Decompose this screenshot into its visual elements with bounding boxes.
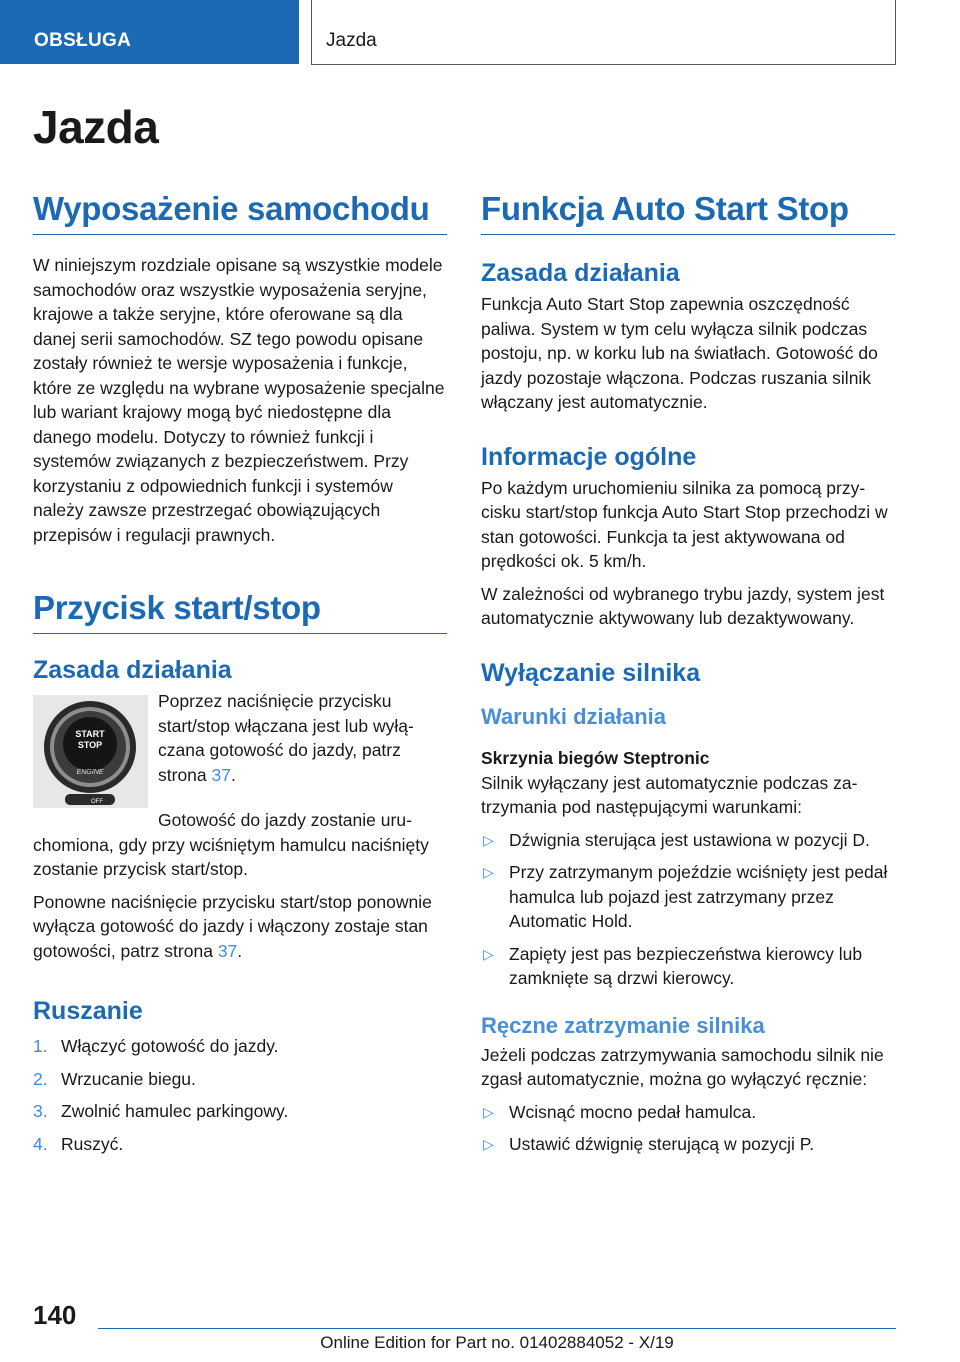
start-stop-figure-text bbox=[158, 689, 447, 808]
button-label-engine: ENGINE bbox=[76, 769, 104, 776]
step-text: Zwolnić hamulec parkingowy. bbox=[61, 1101, 289, 1121]
section-heading-auto-start-stop: Funkcja Auto Start Stop bbox=[481, 190, 895, 235]
section-heading-start-stop-button: Przycisk start/stop bbox=[33, 589, 447, 634]
auto-paragraph-4: Silnik wyłączany jest automatycznie podczas zatrzymania pod następującymi warunkami: bbox=[481, 772, 858, 817]
subheading-conditions: Warunki działania bbox=[481, 703, 667, 729]
start-stop-paragraph-1-end: . bbox=[230, 764, 236, 785]
subheading-manual-stop: Ręczne zatrzymanie silnika bbox=[481, 1012, 765, 1038]
bullet-triangle-icon: ▷ bbox=[483, 1103, 494, 1120]
manual-step-item bbox=[481, 1100, 895, 1125]
step-number: 4. bbox=[33, 1133, 48, 1154]
page-reference-link[interactable]: 37 bbox=[217, 940, 238, 961]
footer-edition: Online Edition for Part no. 01402884052 - X/19 bbox=[320, 1333, 674, 1352]
button-label-mid: STOP bbox=[77, 740, 103, 750]
start-stop-paragraph-3 bbox=[33, 890, 447, 964]
auto-paragraph-5: Jeżeli podczas zatrzymywania samochodu silnik nie zgasł automatycznie, można go wyłączyć ręcznie: bbox=[481, 1044, 884, 1089]
manual-stop-list bbox=[481, 1100, 895, 1157]
step-item bbox=[33, 1034, 447, 1059]
subheading-engine-off: Wyłączanie silnika bbox=[481, 658, 701, 687]
subheading-principle: Zasada działania bbox=[33, 656, 232, 684]
auto-paragraph-2: Po każdym uruchomieniu silnika za pomocą przycisku start/stop funkcja Auto Start Stop przechodzi w stan gotowości. Funkcja ta jest aktywowana od prędkości ok. 5 km/h. bbox=[481, 477, 888, 571]
page-reference-link[interactable]: 37 bbox=[211, 764, 231, 785]
bullet-triangle-icon: ▷ bbox=[483, 945, 494, 962]
auto-paragraph-1: Funkcja Auto Start Stop zapewnia oszczędność paliwa. System w tym celu wyłącza silnik podczas postoju, np. w korku lub na światłach. Gotowość do jazdy pozostaje włączona. Podczas ruszania silnik włączany jest automatycznie. bbox=[481, 294, 878, 412]
footer-divider bbox=[98, 1328, 896, 1329]
step-text: Wrzucanie biegu. bbox=[61, 1068, 196, 1089]
subheading-steptronic: Skrzynia biegów Steptronic bbox=[481, 747, 710, 768]
subheading-principle-auto: Zasada działania bbox=[481, 259, 680, 287]
chapter-title: Jazda bbox=[33, 101, 159, 153]
bullet-triangle-icon: ▷ bbox=[483, 1136, 494, 1152]
start-stop-paragraph-2: Gotowość do jazdy zostanie uruchomiona, gdy przy wciśniętym hamulcu naciśnięty zostanie przycisk start/stop. bbox=[33, 810, 429, 879]
section-heading-equipment: Wyposażenie samochodu bbox=[33, 190, 447, 235]
condition-item bbox=[481, 942, 895, 991]
left-column bbox=[33, 190, 447, 1164]
step-number: 1. bbox=[33, 1036, 48, 1056]
step-text: Ruszyć. bbox=[61, 1133, 124, 1154]
bullet-triangle-icon: ▷ bbox=[483, 831, 494, 848]
step-number: 2. bbox=[33, 1068, 48, 1089]
step-item bbox=[33, 1132, 447, 1157]
step-number: 3. bbox=[33, 1101, 48, 1121]
step-item bbox=[33, 1067, 447, 1092]
condition-text: Zapięty jest pas bezpieczeństwa kierowcy lub zamknięte są drzwi kierowcy. bbox=[509, 943, 863, 988]
condition-item bbox=[481, 828, 895, 853]
button-label-top: START bbox=[75, 729, 105, 739]
condition-text: Dźwignia sterująca jest ustawiona w pozycji D. bbox=[509, 829, 870, 850]
start-stop-button-icon bbox=[33, 695, 148, 808]
page-number: 140 bbox=[33, 1300, 77, 1330]
start-stop-paragraph-1-text: Poprzez naciśnięcie przycisku start/stop włączana jest lub wyłączana gotowość do jazdy, patrz strona bbox=[158, 691, 414, 785]
manual-step-text: Wcisnąć mocno pedał hamulca. bbox=[509, 1101, 757, 1122]
start-stop-paragraph-3-text: Ponowne naciśnięcie przycisku start/stop ponownie wyłącza gotowość do jazdy i włączony zostaje stan gotowości, patrz strona bbox=[33, 891, 432, 961]
step-text: Włączyć gotowość do jazdy. bbox=[61, 1036, 279, 1056]
start-stop-paragraph-1 bbox=[158, 689, 447, 787]
manual-step-text: Ustawić dźwignię sterującą w pozycji P. bbox=[509, 1134, 815, 1154]
button-label-off: OFF bbox=[91, 799, 103, 805]
section-tab: OBSŁUGA bbox=[0, 0, 299, 64]
auto-paragraph-3: W zależności od wybranego trybu jazdy, system jest automatycznie aktywowany lub dezaktywowany. bbox=[481, 583, 885, 628]
conditions-list bbox=[481, 828, 895, 991]
condition-text: Przy zatrzymanym pojeździe wciśnięty jest pedał hamulca lub pojazd jest zatrzymany przez Automatic Hold. bbox=[509, 862, 888, 931]
manual-step-item bbox=[481, 1132, 895, 1157]
step-item bbox=[33, 1099, 447, 1124]
subheading-general-info: Informacje ogólne bbox=[481, 442, 697, 471]
start-stop-paragraph-3-end: . bbox=[237, 940, 243, 961]
chapter-tab: Jazda bbox=[311, 0, 896, 65]
equipment-paragraph: W niniejszym rozdziale opisane są wszystkie modele samochodów oraz wszystkie wyposażenia seryjne, krajowe a także seryjne, które oferowane są dla danej serii samochodów. SZ tego powodu opisane zostały również te wersje wyposażenia i funkcje, które ze względu na wybrane wyposażenie specjalne lub wariant krajowy mogą być niedostępne dla danego modelu. Dotyczy to również funkcji i systemów związanych z bezpieczeństwem. Przy korzystaniu z odpowiednich funkcji i systemów należy zawsze przestrzegać obowiązujących przepisów i regulacji prawnych. bbox=[33, 255, 445, 545]
bullet-triangle-icon: ▷ bbox=[483, 864, 494, 880]
subheading-driving-off: Ruszanie bbox=[33, 997, 143, 1025]
right-column bbox=[481, 190, 895, 1165]
start-stop-figure-row bbox=[33, 689, 447, 808]
driving-off-steps bbox=[33, 1034, 447, 1156]
condition-item bbox=[481, 860, 895, 934]
start-stop-button-image bbox=[33, 695, 148, 808]
